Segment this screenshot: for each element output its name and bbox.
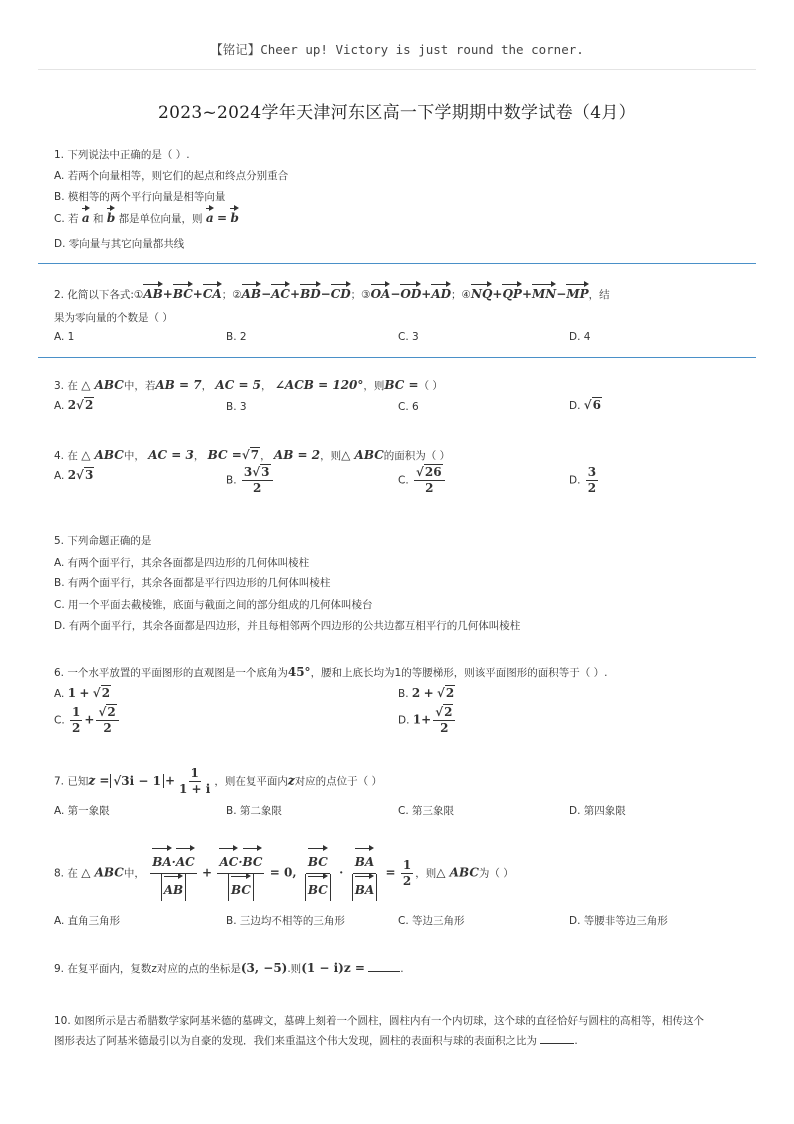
- sep: ；: [221, 289, 233, 301]
- q8-tail: 为（ ）: [478, 867, 514, 880]
- motto: 【铭记】Cheer up! Victory is just round the corner.: [210, 42, 584, 57]
- vector-bc: BC: [173, 282, 193, 301]
- triangle-abc: △ ABC: [81, 448, 124, 462]
- minus: −: [556, 287, 567, 301]
- q7-option-a[interactable]: A. 第一象限: [54, 805, 110, 817]
- triangle-abc: △ ABC: [81, 865, 124, 880]
- plus: +: [162, 287, 173, 301]
- header-divider: [38, 69, 756, 70]
- q2-option-c[interactable]: C. 3: [398, 331, 419, 343]
- q7-stem: [54, 766, 382, 797]
- vector-mp: MP: [566, 282, 588, 301]
- q10-line2: 图形表达了阿基米德最引以为自豪的发现．我们来重温这个伟大发现，圆柱的表面积与球的表面积之比为: [54, 1035, 537, 1047]
- plus: +: [79, 686, 90, 700]
- q6-option-c[interactable]: [54, 705, 121, 736]
- q8-mid2: ，则: [415, 867, 437, 880]
- vector-bd: BD: [300, 282, 321, 301]
- one: 1: [412, 712, 422, 727]
- q10-answer-blank[interactable]: [540, 1033, 574, 1044]
- coordinate: (3, −5): [240, 961, 288, 975]
- q2-option-d[interactable]: D. 4: [569, 331, 591, 343]
- q7-prefix: 7. 已知: [54, 775, 89, 788]
- q8-stem: [54, 846, 514, 901]
- plus: +: [290, 287, 301, 301]
- vector-ca: CA: [203, 282, 222, 301]
- q4-b-label: B.: [226, 474, 237, 487]
- q1-option-a[interactable]: A. 若两个向量相等，则它们的起点和终点分别重合: [54, 170, 289, 182]
- q5-stem: 5. 下列命题正确的是: [54, 535, 152, 547]
- q5-option-b[interactable]: B. 有两个面平行，其余各面都是平行四边形的几何体叫棱柱: [54, 577, 331, 589]
- vector-ad: AD: [431, 282, 451, 301]
- fraction-ba-ac-over-ab: $\frac{BA\cdot AC}{AB}$: [150, 846, 197, 901]
- q6-c-label: C.: [54, 714, 65, 727]
- q8-mid: 中，: [123, 867, 145, 880]
- vector-nq: NQ: [471, 282, 492, 301]
- triangle-abc: △ ABC: [436, 865, 479, 880]
- angle-acb: ∠ACB = 120°: [274, 378, 364, 392]
- q1-c-prefix: C. 若: [54, 213, 79, 225]
- plus: +: [521, 287, 532, 301]
- q7-mid: ，则在复平面内: [214, 775, 288, 788]
- fraction-bc-unit: $\frac{BC}{BC}$: [302, 846, 334, 901]
- vector-b: b: [107, 206, 115, 225]
- vector-oa: OA: [371, 282, 391, 301]
- minus: −: [261, 287, 272, 301]
- q8-prefix: 8. 在: [54, 867, 78, 880]
- q9-prefix: 9. 在复平面内，复数z对应的点的坐标是: [54, 963, 241, 975]
- fraction: $\frac{1}{1 + i}$: [179, 766, 211, 796]
- q6-prefix: 6. 一个水平放置的平面图形的直观图是一个底角为: [54, 667, 288, 679]
- vector-a: a: [206, 206, 214, 225]
- q8-option-c[interactable]: C. 等边三角形: [398, 915, 465, 927]
- circle-4: ④: [461, 289, 471, 301]
- angle-45: 45°: [287, 665, 311, 679]
- q9-mid: .则: [287, 963, 302, 975]
- radicand-2: 2: [101, 686, 111, 700]
- ab-eq-7: AB = 7: [155, 378, 202, 392]
- dot: ·: [339, 865, 344, 880]
- q3-option-b[interactable]: B. 3: [226, 401, 247, 413]
- q1-c-and: 和: [92, 213, 104, 225]
- equals-sign: =: [217, 211, 228, 225]
- q4-prefix: 4. 在: [54, 450, 78, 462]
- q4-option-d[interactable]: [569, 465, 600, 496]
- q3-mid4: ，则: [363, 380, 385, 392]
- coef-2: 2: [67, 398, 77, 412]
- fraction: $\frac{√2}{2}$: [96, 705, 118, 736]
- triangle-abc: △ ABC: [341, 448, 384, 462]
- q6-d-label: D.: [398, 714, 410, 727]
- q7-tail: 对应的点位于（ ）: [294, 775, 383, 788]
- q8-option-b[interactable]: B. 三边均不相等的三角形: [226, 915, 345, 927]
- q1-option-c[interactable]: [54, 206, 239, 226]
- question-divider: [38, 263, 756, 264]
- radicand-3: 3: [84, 468, 94, 482]
- radicand-7: 7: [250, 448, 260, 462]
- q1-stem: 1. 下列说法中正确的是（ ）.: [54, 149, 190, 161]
- q3-a-label: A.: [54, 400, 65, 412]
- z-eq: z =: [88, 773, 110, 788]
- q6-option-b[interactable]: B. 2 + √2: [398, 686, 455, 700]
- plus: +: [164, 773, 176, 788]
- minus: −: [390, 287, 401, 301]
- q7-option-c[interactable]: C. 第三象限: [398, 805, 455, 817]
- q3-mid1: 中，若: [123, 380, 156, 392]
- vector-od: OD: [400, 282, 421, 301]
- plus: +: [84, 712, 95, 727]
- q6-option-a[interactable]: A. 1 + √2: [54, 686, 111, 700]
- two: 2: [411, 686, 421, 700]
- fraction: $\frac{1}{2}$: [72, 705, 81, 735]
- plus: +: [423, 686, 434, 700]
- coef-2: 2: [67, 468, 77, 482]
- vector-qp: QP: [502, 282, 521, 301]
- q1-option-b[interactable]: B. 模相等的两个平行向量是相等向量: [54, 191, 226, 203]
- q2-option-a[interactable]: A. 1: [54, 331, 75, 343]
- q2-prefix: 2. 化简以下各式:①: [54, 289, 144, 301]
- q2-stem: [54, 282, 610, 302]
- sep: ，: [193, 450, 205, 462]
- vector-cd: CD: [331, 282, 351, 301]
- sep: ；: [451, 289, 462, 301]
- q3-tail: （ ）: [418, 380, 443, 392]
- minus: −: [320, 287, 331, 301]
- fraction: $\frac{√26}{2}$: [414, 465, 445, 496]
- q9-tail: .: [400, 963, 404, 975]
- vector-mn: MN: [532, 282, 556, 301]
- circle-2: ②: [232, 289, 242, 301]
- q2-tail: ，结: [588, 289, 610, 301]
- sep: ，: [260, 450, 271, 462]
- fraction: $\frac{3}{2}$: [587, 465, 597, 495]
- q3-d-label: D.: [569, 400, 581, 412]
- ab-eq-2: AB = 2: [273, 448, 321, 462]
- q4-option-b[interactable]: [226, 465, 275, 496]
- radicand-2: 2: [445, 686, 455, 700]
- q9-expression: (1 − i)z =: [301, 961, 365, 975]
- plus: +: [421, 712, 432, 727]
- q4-mid2: ，则: [320, 450, 342, 462]
- q4-tail: 的面积为（ ）: [383, 450, 451, 462]
- plus: +: [492, 287, 503, 301]
- q5-option-c[interactable]: C. 用一个平面去截棱锥，底面与截面之间的部分组成的几何体叫棱台: [54, 599, 373, 611]
- q4-option-c[interactable]: [398, 465, 447, 496]
- circle-3: ③: [361, 289, 371, 301]
- q3-prefix: 3. 在: [54, 380, 78, 392]
- q4-option-a[interactable]: A. 2√3: [54, 468, 94, 482]
- q8-option-d[interactable]: D. 等腰非等边三角形: [569, 915, 668, 927]
- q3-option-c[interactable]: C. 6: [398, 401, 419, 413]
- sep: ；: [350, 289, 362, 301]
- q8-option-a[interactable]: A. 直角三角形: [54, 915, 121, 927]
- plus: +: [202, 865, 213, 880]
- one: 1: [67, 686, 77, 700]
- q1-c-mid: 都是单位向量，则: [118, 213, 203, 225]
- q9-stem: [54, 961, 404, 976]
- triangle-abc: △ ABC: [81, 378, 124, 392]
- q1-option-d[interactable]: D. 零向量与其它向量都共线: [54, 238, 185, 250]
- radicand-2: 2: [84, 398, 94, 412]
- q7-option-b[interactable]: B. 第二象限: [226, 805, 282, 817]
- q4-d-label: D.: [569, 474, 581, 487]
- q3-option-a[interactable]: A. 2√2: [54, 398, 94, 412]
- bc-eq: BC =: [384, 378, 419, 392]
- q7-option-d[interactable]: D. 第四象限: [569, 805, 626, 817]
- q5-option-a[interactable]: A. 有两个面平行，其余各面都是四边形的几何体叫棱柱: [54, 557, 310, 569]
- plus: +: [421, 287, 432, 301]
- vector-ac: AC: [271, 282, 290, 301]
- ac-eq-5: AC = 5: [215, 378, 262, 392]
- q10-stem-line2: [54, 1033, 578, 1048]
- q4-stem: 4. 在 △ ABC中， AC = 3， BC =√7， AB = 2，则△ ABC的面积为（ ）: [54, 448, 451, 462]
- radicand-6: 6: [592, 398, 602, 412]
- q4-c-label: C.: [398, 474, 409, 487]
- vector-ab: AB: [242, 282, 261, 301]
- vector-b: b: [230, 206, 238, 225]
- q10-stem-line1: 10. 如图所示是古希腊数学家阿基米德的墓碑文，墓碑上刻着一个圆柱，圆柱内有一个内切球，这个球的直径恰好与圆柱的高相等，相传这个: [54, 1015, 705, 1027]
- q3-option-d[interactable]: D. √6: [569, 398, 602, 412]
- q4-mid1: 中，: [123, 450, 145, 462]
- q2-stem-line2: 果为零向量的个数是（ ）: [54, 312, 173, 324]
- equals-sign: =: [385, 865, 396, 880]
- fraction-half: $\frac{1}{2}$: [402, 858, 412, 888]
- fraction: $\frac{√2}{2}$: [433, 705, 455, 736]
- sep: ，: [201, 380, 213, 392]
- bc-eq: BC =: [207, 448, 242, 462]
- q4-a-label: A.: [54, 470, 65, 482]
- vector-a: a: [82, 206, 90, 225]
- q10-tail: .: [574, 1035, 578, 1047]
- vector-ab: AB: [143, 282, 162, 301]
- q6-stem: [54, 665, 607, 680]
- q6-option-d[interactable]: [398, 705, 457, 736]
- fraction-ba-unit: $\frac{BA}{BA}$: [349, 846, 380, 901]
- question-divider: [38, 357, 756, 358]
- z: z: [287, 773, 295, 788]
- q3-stem: [54, 378, 443, 393]
- q9-answer-blank[interactable]: [368, 961, 400, 972]
- q6-a-label: A.: [54, 688, 65, 700]
- q2-option-b[interactable]: B. 2: [226, 331, 247, 343]
- q5-option-d[interactable]: D. 有两个面平行，其余各面都是四边形，并且每相邻两个四边形的公共边都互相平行的几何体叫棱柱: [54, 620, 521, 632]
- q6-tail: ，腰和上底长均为1的等腰梯形，则该平面图形的面积等于（ ）.: [310, 667, 608, 679]
- fraction: $\frac{3√3}{2}$: [242, 465, 273, 496]
- fraction-ac-bc-over-bc: $\frac{AC\cdot BC}{BC}$: [217, 846, 264, 901]
- eq-zero: = 0,: [269, 865, 297, 880]
- sep: ，: [261, 380, 272, 392]
- q6-b-label: B.: [398, 688, 409, 700]
- plus: +: [192, 287, 203, 301]
- abs-sqrt3i-minus-1: √3i − 1: [110, 774, 164, 788]
- page-title: 2023~2024学年天津河东区高一下学期期中数学试卷（4月）: [158, 103, 636, 123]
- ac-eq-3: AC = 3: [148, 448, 194, 462]
